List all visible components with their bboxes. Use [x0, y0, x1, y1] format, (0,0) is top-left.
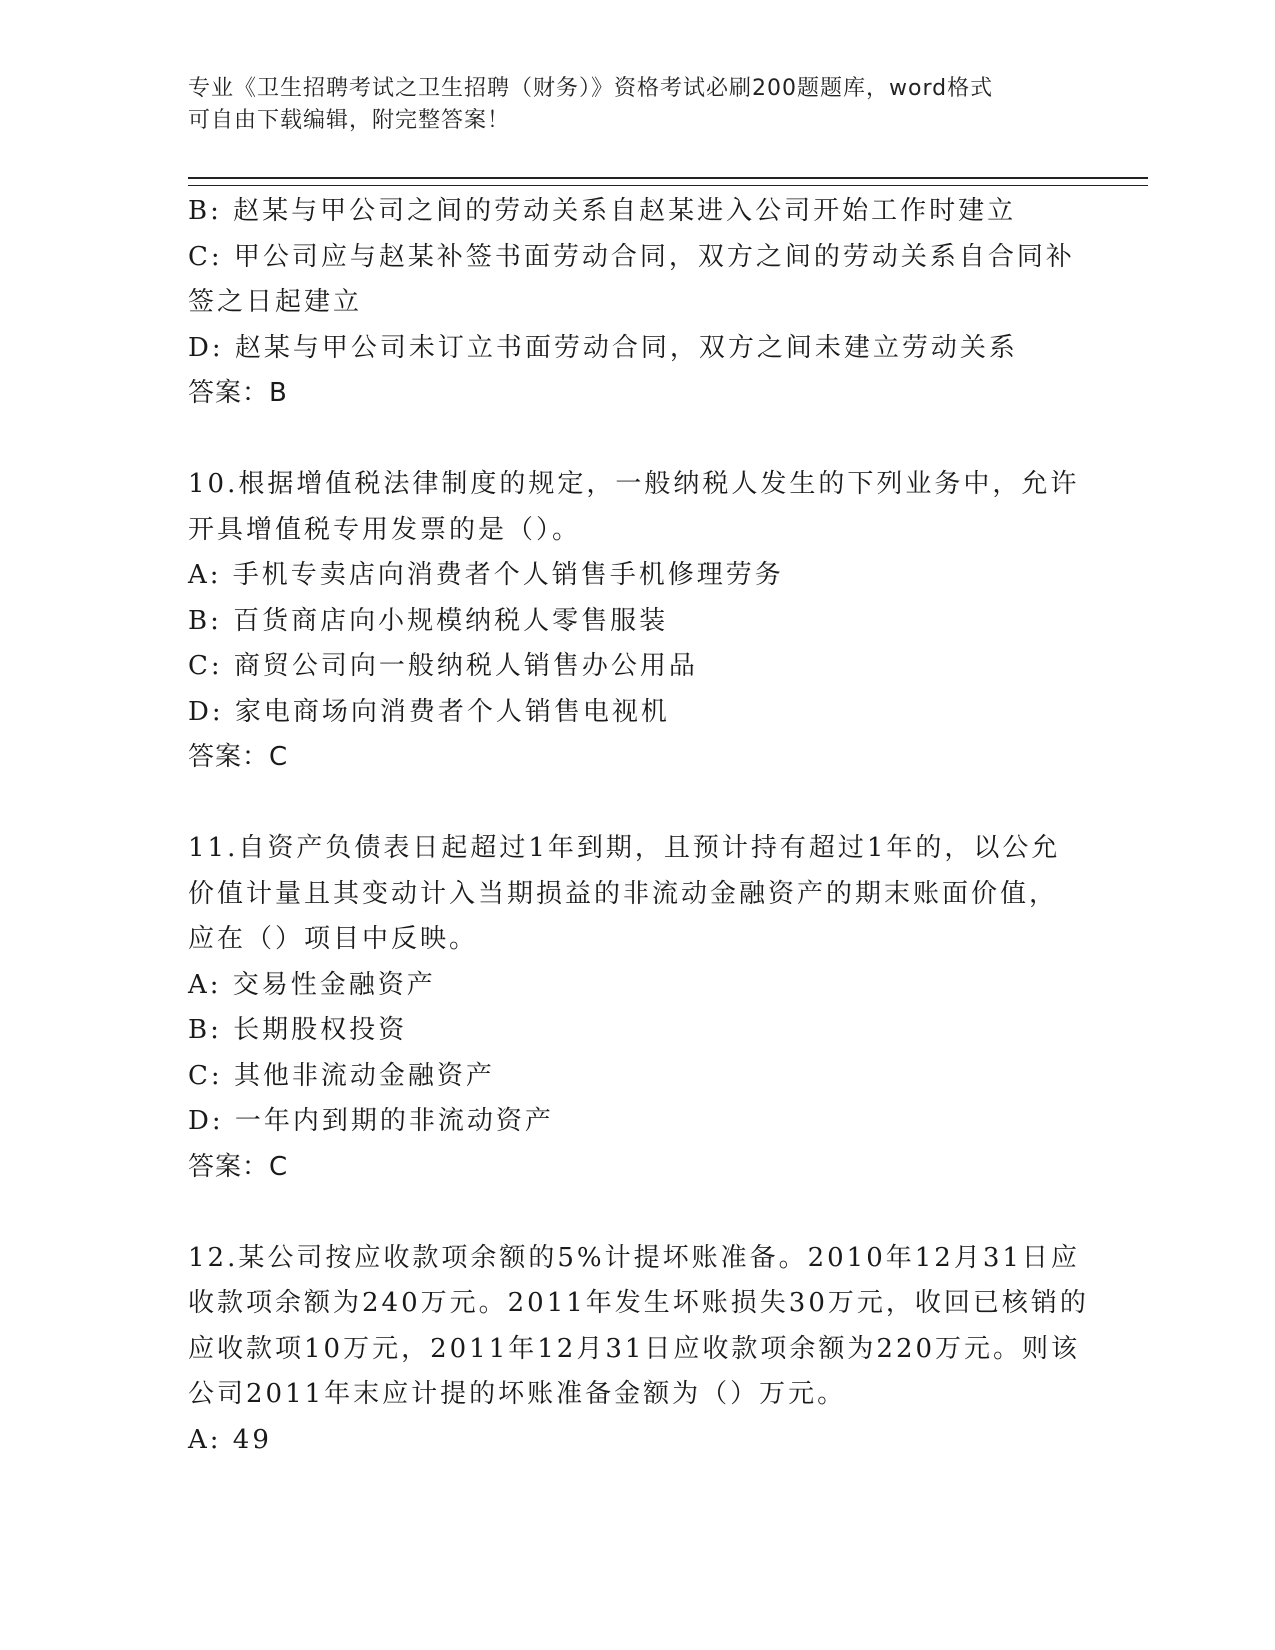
- question-stem-line-4: 公司2011年末应计提的坏账准备金额为（）万元。: [188, 1379, 847, 1409]
- question-12: [188, 1236, 1088, 1464]
- option-c: C: 商贸公司向一般纳税人销售办公用品: [188, 651, 698, 681]
- option-c-line-1: C: 甲公司应与赵某补签书面劳动合同，双方之间的劳动关系自合同补: [188, 241, 1075, 272]
- question-stem-line-2: 价值计量且其变动计入当期损益的非流动金融资产的期末账面价值，: [188, 878, 1059, 909]
- answer: 答案：C: [188, 1151, 289, 1182]
- option-d: D: 家电商场向消费者个人销售电视机: [188, 696, 670, 727]
- option-a: A: 交易性金融资产: [188, 969, 436, 1000]
- answer: 答案：B: [188, 378, 288, 408]
- option-b: B: 百货商店向小规模纳税人零售服装: [188, 605, 669, 636]
- spacer: [188, 1190, 1088, 1236]
- question-10: [188, 462, 1088, 781]
- option-c: C: 其他非流动金融资产: [188, 1060, 495, 1091]
- page-header: [188, 73, 1088, 137]
- question-stem-line-1: 11.自资产负债表日起超过1年到期，且预计持有超过1年的，以公允: [188, 833, 1061, 863]
- header-divider: [188, 177, 1148, 186]
- header-title-line-2: 可自由下载编辑，附完整答案！: [188, 108, 511, 133]
- answer: 答案：C: [188, 742, 289, 772]
- question-list: [188, 189, 1088, 1463]
- option-b: B: 长期股权投资: [188, 1015, 408, 1045]
- question-stem-line-3: 应收款项10万元，2011年12月31日应收款项余额为220万元。则该: [188, 1333, 1081, 1364]
- option-b: B: 赵某与甲公司之间的劳动关系自赵某进入公司开始工作时建立: [188, 196, 1017, 226]
- question-stem-line-2: 收款项余额为240万元。2011年发生坏账损失30万元，收回已核销的: [188, 1288, 1089, 1318]
- question-11: [188, 826, 1088, 1190]
- question-stem-line-2: 开具增值税专用发票的是（）。: [188, 514, 582, 545]
- option-c-line-2: 签之日起建立: [188, 287, 363, 317]
- question-stem-line-3: 应在（）项目中反映。: [188, 924, 479, 954]
- option-a: A: 手机专卖店向消费者个人销售手机修理劳务: [188, 560, 784, 590]
- header-title-line-1: 专业《卫生招聘考试之卫生招聘（财务）》资格考试必刷200题题库，word格式: [188, 76, 994, 101]
- question-stem-line-1: 10.根据增值税法律制度的规定，一般纳税人发生的下列业务中，允许: [188, 469, 1080, 499]
- spacer: [188, 781, 1088, 827]
- option-a: A: 49: [188, 1424, 272, 1455]
- option-d: D: 一年内到期的非流动资产: [188, 1106, 554, 1136]
- question-9-continued: [188, 189, 1088, 417]
- spacer: [188, 417, 1088, 463]
- option-d: D: 赵某与甲公司未订立书面劳动合同，双方之间未建立劳动关系: [188, 332, 1018, 363]
- question-stem-line-1: 12.某公司按应收款项余额的5%计提坏账准备。2010年12月31日应: [188, 1242, 1080, 1273]
